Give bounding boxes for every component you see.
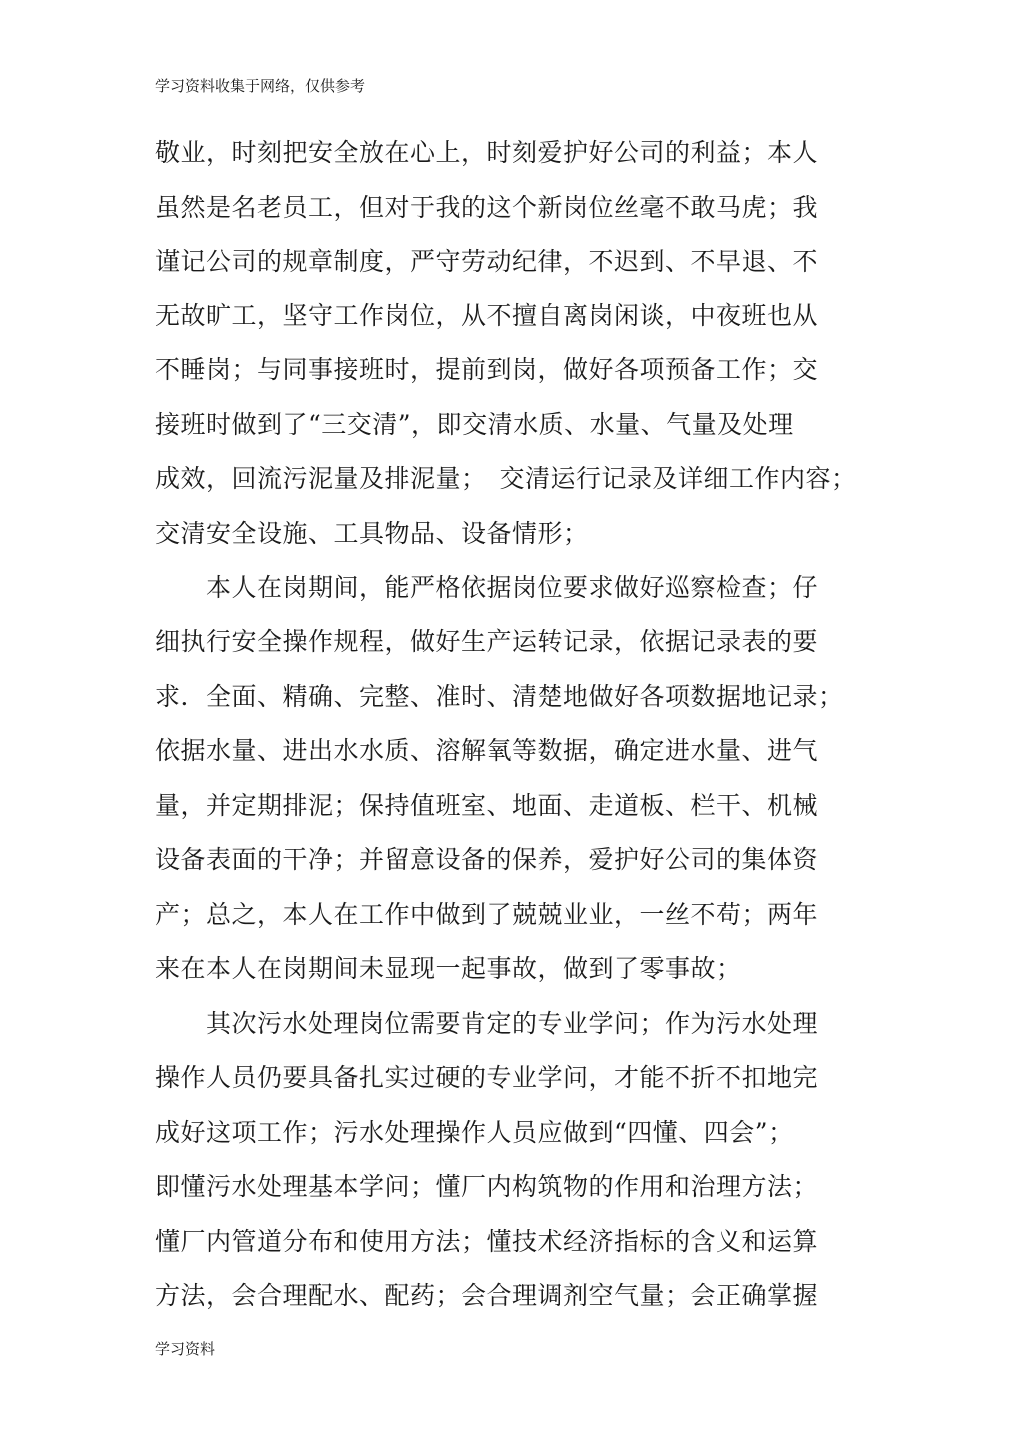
text-line: 本人在岗期间，能严格依据岗位要求做好巡察检查；仔 <box>155 573 819 602</box>
text-line: 来在本人在岗期间未显现一起事故，做到了零事故； <box>155 954 742 983</box>
text-line: 敬业，时刻把安全放在心上，时刻爱护好公司的利益；本人 <box>155 138 819 167</box>
page-header: 学习资料收集于网络，仅供参考 <box>155 77 366 95</box>
text-line: 设备表面的干净；并留意设备的保养，爱护好公司的集体资 <box>155 845 819 874</box>
text-line: 求．全面、精确、完整、准时、清楚地做好各项数据地记录； <box>155 682 844 711</box>
text-line: 成效，回流污泥量及排泥量； 交清运行记录及详细工作内容； <box>155 464 857 493</box>
text-line: 懂厂内管道分布和使用方法；懂技术经济指标的含义和运算 <box>155 1227 819 1256</box>
page-footer: 学习资料 <box>155 1340 216 1358</box>
text-line: 方法，会合理配水、配药；会合理调剂空气量；会正确掌握 <box>155 1281 819 1310</box>
text-line: 产；总之，本人在工作中做到了兢兢业业，一丝不苟；两年 <box>155 900 819 929</box>
text-line: 谨记公司的规章制度，严守劳动纪律，不迟到、不早退、不 <box>155 247 819 276</box>
text-line: 量，并定期排泥；保持值班室、地面、走道板、栏干、机械 <box>155 791 819 820</box>
text-line: 依据水量、进出水水质、溶解氧等数据，确定进水量、进气 <box>155 736 819 765</box>
text-line: 操作人员仍要具备扎实过硬的专业学问，才能不折不扣地完 <box>155 1063 819 1092</box>
text-line: 交清安全设施、工具物品、设备情形； <box>155 519 589 548</box>
text-line: 接班时做到了“三交清”，即交清水质、水量、气量及处理 <box>155 410 794 439</box>
text-line: 成好这项工作；污水处理操作人员应做到“四懂、四会”； <box>155 1118 794 1147</box>
text-line: 不睡岗；与同事接班时，提前到岗，做好各项预备工作；交 <box>155 355 819 384</box>
text-line: 其次污水处理岗位需要肯定的专业学问；作为污水处理 <box>155 1009 819 1038</box>
text-line: 虽然是名老员工，但对于我的这个新岗位丝毫不敢马虎；我 <box>155 193 819 222</box>
text-line: 细执行安全操作规程，做好生产运转记录，依据记录表的要 <box>155 627 819 656</box>
text-line: 即懂污水处理基本学问；懂厂内构筑物的作用和治理方法； <box>155 1172 819 1201</box>
text-line: 无故旷工，坚守工作岗位，从不擅自离岗闲谈，中夜班也从 <box>155 301 819 330</box>
